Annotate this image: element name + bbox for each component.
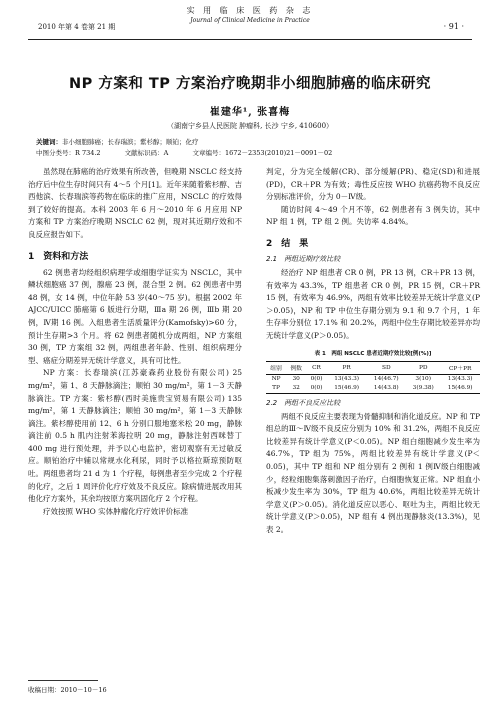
table-cell: NP: [271, 376, 281, 383]
table-cell: 14(46.7): [373, 376, 399, 383]
table-caption: 表 1 两组 NSCLC 患者近期疗效比较[例(%)]: [314, 350, 432, 357]
left-column: [28, 166, 242, 536]
efficacy-table: [266, 361, 480, 394]
article-number: 文章编号：1672－2353(2010)21－0091－02: [192, 149, 333, 157]
table-cell: 3(10): [415, 376, 432, 383]
table-cell: 15(46.9): [334, 385, 360, 392]
received-date: 收稿日期：2010－10－16: [28, 686, 107, 694]
table-header: CP＋PR: [448, 366, 472, 373]
table-cell: TP: [272, 385, 280, 392]
patients-paragraph: 62 例患者均经组织病理学或细胞学证实为 NSCLC，其中鳞状细胞癌 37 例，腺癌 23 例，混合型 2 例。62 例患者中男 48 例，女 14 例，中位年龄 53 岁(40～75 岁)。根据 2002 年 AJCC/UICC 肺癌第 6 版进行分期，Ⅲa 期 26 例，Ⅲb 期 20 例，Ⅳ期 16 例。入组患者生活质量评分(Kamofsky)>60 分，预计生存期>3 个月。将 62 例患者随机分成两组，NP 方案组 30 例，TP 方案组 32 例，两组患者年龄、性别、组织病理分型、癌症分期差异无统计学意义，具有可比性。: [28, 267, 242, 365]
follow-up-paragraph: 随访时间 4～49 个月不等，62 例患者有 3 例失访，其中 NP 组 1 例，TP 组 2 例。失访率 4.84%。: [266, 204, 480, 227]
right-column: [266, 166, 480, 536]
table-cell: 30: [292, 376, 300, 383]
efficacy-paragraph: 经治疗 NP 组患者 CR 0 例，PR 13 例，CR＋PR 13 例，有效率为 43.3%，TP 组患者 CR 0 例，PR 15 例，CR＋PR 15 例，有效率为 46.9%，两组有效率比较差异无统计学意义(P＞0.05)，NP 和 TP 中位生存期分别为 9.1 和 9.7 个月，1 年生存率分别位 17.1% 和 20.2%，两组中位生存期比较差异亦均无统计学意义(P＞0.05)。: [266, 267, 480, 340]
subsection-adverse: 2.2 两组不良反应比较: [266, 398, 341, 407]
footnote-rule: [28, 680, 98, 681]
intro-paragraph: 虽然现在肺癌的治疗效果有所改善，但晚期 NSCLC 经支持治疗后中位生存时间只有 4～5 个月[1]。近年来随着紫杉醇、吉西他滨、长春瑞滨等药物在临床的推广应用，NSCLC 的疗效得到了较好的提高。本科 2003 年 6 月～2010 年 6 月应用 NP 方案和 TP 方案治疗晚期 NSCLC 62 例，现对其近期疗效和不良反应报告如下。: [28, 167, 242, 239]
keywords: [28, 137, 472, 148]
table-header: 组别: [270, 366, 282, 373]
journal-name-en: Journal of Clinical Medicine in Practice: [190, 17, 310, 24]
clc-number: 中图分类号：R 734.2: [36, 149, 101, 157]
section-heading-results: 2 结 果: [266, 238, 309, 249]
table-row: [266, 374, 480, 384]
table-row: [266, 384, 480, 394]
document-code: 文献标识码：A: [124, 149, 169, 157]
subsection-efficacy: 2.1 两组近期疗效比较: [266, 254, 341, 263]
running-header: [28, 0, 472, 40]
authors: 崔建华¹, 张喜梅: [209, 107, 291, 118]
article-meta: [28, 148, 472, 159]
journal-name: 实 用 临 床 医 药 杂 志: [186, 6, 314, 15]
table-header: CR: [312, 364, 321, 371]
article-title: NP 方案和 TP 方案治疗晚期非小细胞肺癌的临床研究: [69, 76, 431, 92]
body-columns: [28, 166, 480, 536]
issue-info: 2010 年第 4 卷第 21 期: [38, 23, 116, 31]
keywords-label: 关键词：: [36, 138, 62, 146]
table-cell: 0(0): [310, 385, 323, 392]
table-cell: 15(46.9): [447, 385, 473, 392]
section-heading-methods: 1 资料和方法: [28, 251, 89, 262]
table-cell: 3(9.38): [412, 385, 434, 392]
table-cell: 13(43.3): [447, 376, 473, 383]
regimen-paragraph: NP 方案：长春瑞滨(江苏豪森药业股份有限公司) 25 mg/m²，第 1、8 天静脉滴注；顺铂 30 mg/m²，第 1－3 天静脉滴注。TP 方案：紫杉醇(西时美施贵宝贸易有限公司) 135 mg/m²，第 1 天静脉滴注；顺铂 30 mg/m²，第 1－3 天静脉滴注。紫杉醇使用前 12、6 h 分别口服地塞米松 20 mg，静脉滴注前 0.5 h 肌内注射苯海拉明 20 mg，静脉注射西咪替丁 400 mg 进行预处理，并予以心电监护，密切观察有无过敏反应。顺铂治疗中辅以常规水化利尿，同时予以格拉斯琼预防呕吐。两组患者均 21 d 为 1 个疗程，每例患者至少完成 2 个疗程的化疗，之后 1 周评价化疗疗效及不良反应。除病情进展改用其他化疗方案外，其余均按原方案巩固化疗 2 个疗程。: [28, 368, 242, 504]
evaluation-continued: 判定，分为完全缓解(CR)、部分缓解(PR)、稳定(SD)和进展(PD)，CR＋PR 为有效；毒性反应按 WHO 抗癌药物不良反应分别标准评价，分为 0－Ⅳ级。: [266, 167, 480, 202]
table-header: SD: [381, 364, 391, 371]
table-header: PD: [418, 364, 428, 371]
evaluation-paragraph: 疗效按照 WHO 实体肿瘤化疗疗效评价标准: [43, 506, 189, 516]
table-header: PR: [342, 364, 351, 371]
table-header-row: [266, 361, 480, 374]
keywords-text: 非小细胞肺癌；长春瑞滨；紫杉醇；顺铂；化疗: [62, 138, 199, 146]
adverse-paragraph: 两组不良反应主要表现为骨髓抑制和消化道反应。NP 和 TP 组总的Ⅲ～Ⅳ级不良反应分别为 10% 和 31.2%，两组不良反应比较差异有统计学意义(P＜0.05)。NP 组白细胞减少发生率为 46.7%，TP 组为 75%，两组比较差异有统计学意义(P＜0.05)，其中 TP 组和 NP 组分别有 2 例和 1 例Ⅳ级白细胞减少，经粒细胞集落刺激因子治疗，白细胞恢复正常。NP 组血小板减少发生率为 30%，TP 组为 40.6%，两组比较差异无统计学意义(P＞0.05)。消化道反应以恶心、呕吐为主，两组比较无统计学意义(P＞0.05)，NP 组有 4 例出现静脉炎(13.3%)，见表 2。: [266, 411, 480, 534]
affiliation: （湖南宁乡县人民医院 肿瘤科, 长沙 宁乡, 410600）: [166, 122, 334, 130]
page-number: · 91 ·: [443, 22, 464, 31]
table-header: 例数: [290, 366, 302, 373]
table-cell: 32: [292, 385, 300, 392]
table-cell: 13(43.3): [334, 376, 360, 383]
table-cell: 14(43.8): [373, 385, 399, 392]
table-cell: 0(0): [310, 376, 323, 383]
